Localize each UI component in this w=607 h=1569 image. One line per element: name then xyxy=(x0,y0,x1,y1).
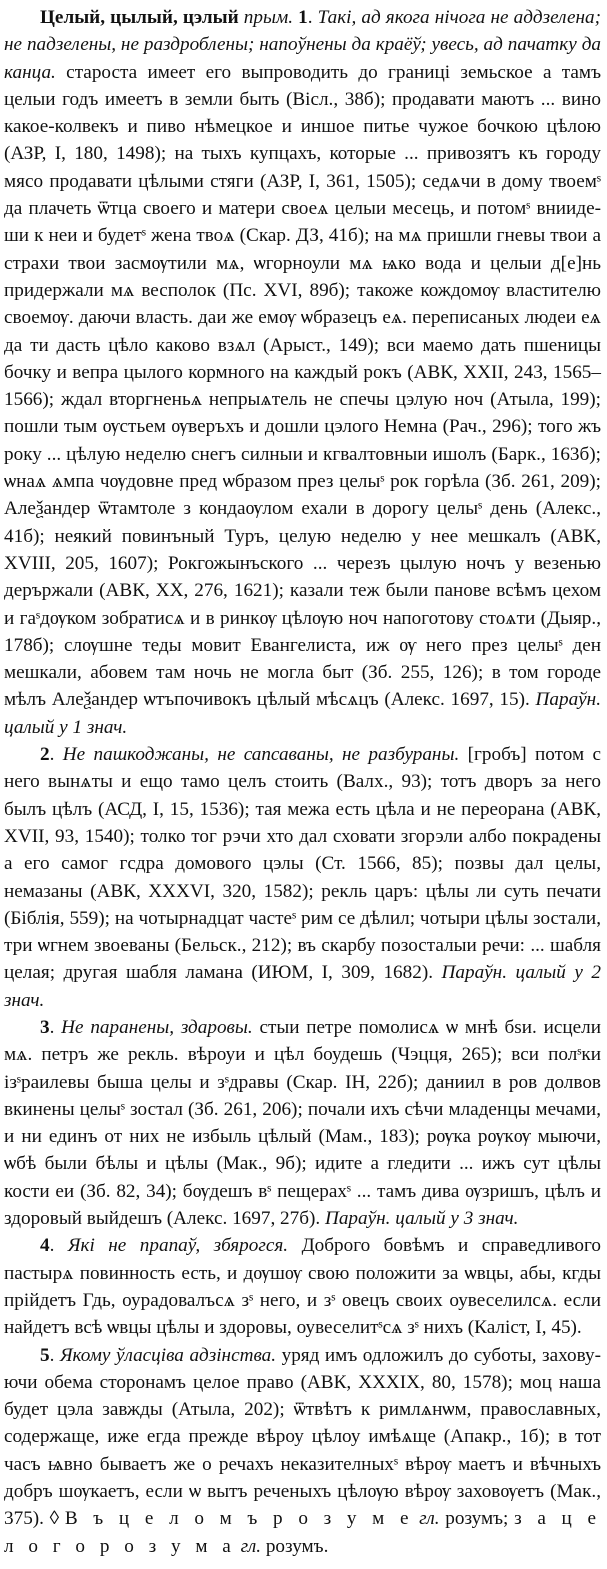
sense-quotations: староста имеет его выпроводить до границi земьское а тамъ целыи годъ имеетъ в земли быть (Вісл., 38б); продавати маютъ ... вино какое-колвекъ и пиво нѣмецкое и иншое питье чужое бочкою цѣлою (АЗР, I, 180, 1498); на тыхъ купцахъ, которые ... привозятъ къ городу мясо продавати цѣлыми стяги (АЗР, I, 361, 1505); седѧчи в дому твоемˢ да плачеть ѿтца своего и матери своеѧ целыи месець, и потомˢ вниидеши к неи и будетˢ жена твоѧ (Скар. ДЗ, 41б); на мѧ пришли гневы твои а страхи твои засмѹтили мѧ, ѡгорноули мѧ ѩко вода и целыи д[е]нь придержали мѧ весполок (Пс. XVI, 89б); такоже кождомѹ властителю своемѹ. даючи власть. даи же емѹ ѡбразецъ еѧ. переписаных людеи еѧ да ти дасть цѣло каково взѧл (Арыст., 149); вси маемо дать пшеницы бочку и вепра цылого кормного на каждый рокъ (АВК, XXII, 243, 1565–1566); ждал вторгненьѧ непрыѧтель не спечы цэлую ноч (Атыла, 199); пошли тым ѹстьем ѹверъхъ и дошли цэлого Немна (Рач., 296); того жъ року ... цѣлую неделю снегъ силныи и кгвалтовныи ишолъ (Барк., 163б); ѡнаѧ ѧмпа чѹдовне пред ѡбразом през целыˢ рок горѣла (Зб. 261, 209); Алеѯандер ѿтамтоле з кондаѹлом ехали в дорогу целыˢ день (Алекс., 41б); неякий повинъный Туръ, целую неделю у нее мешкалъ (АВК, XVIII, 205, 1607); Рокгожынъского ... черезъ цылую ночъ у везенью дерържали (АВК, XX, 276, 1621); казали теж были панове всѣмъ цехом и гаˢдѹком зобратисѧ и в ринкѹ цѣлѹю ноч напоготову стоѧти (Дыяр., 178б); слѹшне теды мовит Евангелиста, иж ѹ него през целыˢ ден мешкали, абовем там ночь не могла быт (Зб. 255, 126); в том городе мѣлъ Алеѯандер ѡтъпочивокъ цѣлый мѣсѧцъ (Алекс. 1697, 15). xyxy=(4,61,601,711)
sense-definition: Не пашкоджаны, не сапсаваны, не разбураны. xyxy=(62,744,460,766)
sense-4: 4. Які не прапаў, збярогся. Доброго бовѣмъ и справедливого пастырѧ повинность есть, и дѹшѹ свою положити за ѡвцы, абы, кгды прійдетъ Гдь, оурадовалъсѧ зˢ него, и зˢ овецъ своих оувеселилсѧ. если найдетъ всѣ ѡвцы цѣлы и здоровы, оувеселитˢсѧ зˢ нихъ (Каліст, I, 45). xyxy=(4,1235,602,1339)
sense-definition: Не паранены, здаровы. xyxy=(61,1016,253,1038)
sense-definition: Якому ўласціва адзінства. xyxy=(59,1344,277,1366)
sense-number: 2 xyxy=(40,744,50,766)
phrase-2: з а ц е л о г о р о з у м а xyxy=(4,1508,601,1557)
sense-definition: Які не прапаў, збярогся. xyxy=(67,1235,289,1257)
phrase-2-target: розумъ. xyxy=(265,1535,329,1557)
sense-number: 5 xyxy=(40,1344,50,1366)
phrase-diamond: ◊ xyxy=(49,1508,60,1530)
sense-quotations: [гробъ] потом с него вынѧты и ещо тамо целъ стоить (Валх., 93); тотъ дворъ за него былъ цѣлъ (АСД, I, 15, 1536); тая межа есть цѣла и не переорана (АВК, XVII, 93, 1540); толко тог рэчи хто дал сховати згорэли албо покрадены а его самог гсдра домового цэлы (Ст. 1566, 85); позвы дал целы, немазаны (АВК, XXXVI, 320, 1582); рекль царъ: цѣлы ли суть печати (Біблія, 559); на чотырнадцат частеˢ рим се дѣлил; чотыри цѣлы зостали, три ѡгнем звоеваны (Бельск., 212); въ скарбу позосталыи речи: ... шабля целая; другая шабля ламана (ИЮМ, I, 309, 1682). xyxy=(4,744,602,984)
sense-number: 4 xyxy=(40,1235,50,1257)
phrase-1: В ъ ц е л о м ъ р о з у м е xyxy=(64,1508,414,1530)
sense-note: Параўн. цалый у 2 знач. xyxy=(4,962,602,1011)
sense-note: Параўн. цалый у 3 знач. xyxy=(324,1208,519,1230)
sense-quotations: уряд имъ одложилъ до суботы, заховуючи обема сторонамъ целое право (АВК, XXXIX, 80, 1578); моц наша будет цэла завжды (Атыла, 202); ѿтвѣтъ к римлѧнѡм, православных, содержаще, иже егда прежде вѣроу цѣлоу имѣѧще (Апакр., 1б); в тот часъ ѩвно бываетъ же о речахъ неказителныхˢ вѣрѹ маетъ и вѣчныхъ добръ шѹкаетъ, если ѡ вытъ реченыхъ цѣлѹю вѣрѹ заховѹетъ (Мак., 375). xyxy=(4,1344,602,1530)
sense-5: 5. Якому ўласціва адзінства. уряд имъ одложилъ до суботы, заховуючи обема сторонамъ целое право (АВК, XXXIX, 80, 1578); моц наша будет цэла завжды (Атыла, 202); ѿтвѣтъ к римлѧнѡм, православных, содержаще, иже егда прежде вѣроу цѣлоу имѣѧще (Апакр., 1б); в тот часъ ѩвно бываетъ же о речахъ неказителныхˢ вѣрѹ маетъ и вѣчныхъ добръ шѹкаетъ, если ѡ вытъ реченыхъ цѣлѹю вѣрѹ заховѹетъ (Мак., 375). ◊ В ъ ц е л о м ъ р о з у м е гл. розумъ; з а ц е л о г о р о з у м а гл. розумъ. xyxy=(4,1344,602,1557)
sense-2: 2. Не пашкоджаны, не сапсаваны, не разбураны. [гробъ] потом с него вынѧты и ещо тамо целъ стоить (Валх., 93); тотъ дворъ за него былъ цѣлъ (АСД, I, 15, 1536); тая межа есть цѣла и не переорана (АВК, XVII, 93, 1540); толко тог рэчи хто дал сховати згорэли албо покрадены а его самог гсдра домового цэлы (Ст. 1566, 85); позвы дал целы, немазаны (АВК, XXXVI, 320, 1582); рекль царъ: цѣлы ли суть печати (Біблія, 559); на чотырнадцат частеˢ рим се дѣлил; чотыри цѣлы зостали, три ѡгнем звоеваны (Бельск., 212); въ скарбу позосталыи речи: ... шабля целая; другая шабля ламана (ИЮМ, I, 309, 1682). Параўн. цалый у 2 знач. xyxy=(4,744,602,1011)
sense-quotations: Доброго бовѣмъ и справедливого пастырѧ повинность есть, и дѹшѹ свою положити за ѡвцы, абы, кгды прійдетъ Гдь, оурадовалъсѧ зˢ него, и зˢ овецъ своих оувеселилсѧ. если найдетъ всѣ ѡвцы цѣлы и здоровы, оувеселитˢсѧ зˢ нихъ (Каліст, I, 45). xyxy=(4,1235,602,1339)
phrase-1-label: гл. xyxy=(419,1508,440,1530)
part-of-speech: прым. xyxy=(243,7,294,28)
headword: Целый, цылый, цэлый xyxy=(40,7,239,28)
sense-quotations: стыи петре помолисѧ ѡ мнѣ бѕи. исцели мѧ. петръ же рекль. вѣроуи и цѣл боудешь (Чэцця, 265); вси полˢки ізˢраилевы быша целы и зˢдравы (Скар. IН, 22б); даниил в ров долвов вкинены целыˢ зостал (Зб. 261, 206); почали ихъ сѣчи младенцы мечами, и ни единъ от них не избыль цѣлый (Мам., 183); рѹка рѹкѹ мыючи, ѡбѣ были бѣлы и цѣлы (Мак., 9б); идите а гледити ... ижъ сут цѣлы кости еи (Зб. 82, 34); бѹдешъ вˢ пещерахˢ ... тамъ дива ѹзришъ, цѣлъ и здоровый выйдешъ (Алекс. 1697, 27б). xyxy=(4,1016,602,1230)
phrase-2-label: гл. xyxy=(240,1535,262,1557)
sense-1: Целый, цылый, цэлый прым. 1. Такі, ад якога нічога не аддзелена; не падзелены, не раздроблены; напоўнены да краёў; увесь, ад пачатку да канца. староста имеет его выпроводить до границi земьское а тамъ целыи годъ имеетъ в земли быть (Вісл., 38б); продавати маютъ ... вино какое-колвекъ и пиво нѣмецкое и иншое питье чужое бочкою цѣлою (АЗР, I, 180, 1498); на тыхъ купцахъ, которые ... привозятъ къ городу мясо продавати цѣлыми стяги (АЗР, I, 361, 1505); седѧчи в дому твоемˢ да плачеть ѿтца своего и матери своеѧ целыи месець, и потомˢ вниидеши к неи и будетˢ жена твоѧ (Скар. ДЗ, 41б); на мѧ пришли гневы твои а страхи твои засмѹтили мѧ, ѡгорноули мѧ ѩко вода и целыи д[е]нь придержали мѧ весполок (Пс. XVI, 89б); такоже кождомѹ властителю своемѹ. даючи власть. даи же емѹ ѡбразецъ еѧ. переписаных людеи еѧ да ти дасть цѣло каково взѧл (Арыст., 149); вси маемо дать пшеницы бочку и вепра цылого кормного на каждый рокъ (АВК, XXII, 243, 1565–1566); ждал вторгненьѧ непрыѧтель не спечы цэлую ноч (Атыла, 199); пошли тым ѹстьем ѹверъхъ и дошли цэлого Немна (Рач., 296); того жъ року ... цѣлую неделю снегъ силныи и кгвалтовныи ишолъ (Барк., 163б); ѡнаѧ ѧмпа чѹдовне пред ѡбразом през целыˢ рок горѣла (Зб. 261, 209); Алеѯандер ѿтамтоле з кондаѹлом ехали в дорогу целыˢ день (Алекс., 41б); неякий повинъный Туръ, целую неделю у нее мешкалъ (АВК, XVIII, 205, 1607); Рокгожынъского ... черезъ цылую ночъ у везенью дерържали (АВК, XX, 276, 1621); казали теж были панове всѣмъ цехом и гаˢдѹком зобратисѧ и в ринкѹ цѣлѹю ноч напоготову стоѧти (Дыяр., 178б); слѹшне теды мовит Евангелиста, иж ѹ него през целыˢ ден мешкали, абовем там ночь не могла быт (Зб. 255, 126); в том городе мѣлъ Алеѯандер ѡтъпочивокъ цѣлый мѣсѧцъ (Алекс. 1697, 15). Параўн. цалый у 1 знач. xyxy=(4,7,602,738)
sense-number: 1 xyxy=(298,7,308,28)
sense-definition: Такі, ад якога нічога не аддзелена; не падзелены, не раздроблены; напоўнены да краёў; увесь, ад пачатку да канца. xyxy=(4,7,602,83)
sense-number: 3 xyxy=(40,1016,50,1038)
sense-3: 3. Не паранены, здаровы. стыи петре помолисѧ ѡ мнѣ бѕи. исцели мѧ. петръ же рекль. вѣроуи и цѣл боудешь (Чэцця, 265); вси полˢки ізˢраилевы быша целы и зˢдравы (Скар. IН, 22б); даниил в ров долвов вкинены целыˢ зостал (Зб. 261, 206); почали ихъ сѣчи младенцы мечами, и ни единъ от них не избыль цѣлый (Мам., 183); рѹка рѹкѹ мыючи, ѡбѣ были бѣлы и цѣлы (Мак., 9б); идите а гледити ... ижъ сут цѣлы кости еи (Зб. 82, 34); бѹдешъ вˢ пещерахˢ ... тамъ дива ѹзришъ, цѣлъ и здоровый выйдешъ (Алекс. 1697, 27б). Параўн. цалый у 3 знач. xyxy=(4,1016,602,1230)
sense-note: Параўн. цалый у 1 знач. xyxy=(4,689,602,738)
phrase-1-target: розумъ; xyxy=(445,1508,509,1530)
